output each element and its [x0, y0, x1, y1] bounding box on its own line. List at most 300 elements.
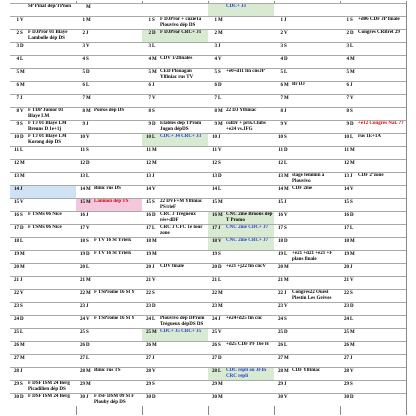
day-row[interactable] [10, 250, 76, 263]
day-row[interactable] [76, 55, 142, 68]
day-row[interactable] [142, 42, 208, 55]
day-row[interactable] [142, 107, 208, 120]
day-row[interactable] [76, 133, 142, 146]
day-row[interactable] [274, 367, 340, 380]
day-row[interactable] [142, 16, 208, 29]
day-row[interactable] [274, 172, 340, 185]
weekday-letter: D [86, 252, 90, 257]
day-number: 4 [280, 57, 283, 62]
day-row[interactable] [208, 55, 274, 68]
day-row[interactable] [76, 3, 142, 16]
day-row[interactable] [10, 237, 76, 250]
weekday-letter: D [152, 304, 156, 309]
day-row[interactable] [208, 3, 274, 16]
day-row[interactable] [142, 315, 208, 328]
day-row[interactable] [10, 393, 76, 406]
day-row[interactable] [10, 367, 76, 380]
day-row[interactable] [208, 120, 274, 133]
day-row[interactable] [208, 354, 274, 367]
weekday-letter: M [86, 382, 91, 387]
day-number: 9 [82, 122, 85, 127]
day-number: 28 [212, 369, 217, 374]
weekday-letter: L [152, 226, 156, 231]
day-row[interactable] [142, 367, 208, 380]
day-number: 27 [14, 356, 19, 361]
day-row[interactable] [340, 393, 406, 406]
day-number: 13 [212, 174, 217, 179]
day-number: 5 [280, 70, 283, 75]
day-row[interactable] [208, 94, 274, 107]
day-row[interactable] [274, 237, 340, 250]
day-row[interactable] [10, 3, 76, 16]
event-text: Binic rus DS [94, 186, 121, 191]
day-number: 14 [278, 187, 283, 192]
day-row[interactable] [274, 276, 340, 289]
weekday-letter: M [350, 70, 355, 75]
day-row[interactable] [274, 42, 340, 55]
day-row[interactable] [274, 55, 340, 68]
day-row[interactable] [340, 42, 406, 55]
day-row[interactable] [10, 185, 76, 198]
event-text: F TV 16 St Yrieix [94, 238, 132, 243]
day-row[interactable] [76, 16, 142, 29]
day-row[interactable] [142, 211, 208, 224]
day-row[interactable] [76, 276, 142, 289]
weekday-letter: V [152, 278, 156, 283]
day-row[interactable] [76, 29, 142, 42]
day-row[interactable] [340, 120, 406, 133]
day-row[interactable] [340, 367, 406, 380]
event-text: CRC J CFC 1e tour zone [160, 225, 203, 236]
weekday-letter: L [284, 161, 288, 166]
day-number: 24 [212, 317, 217, 322]
day-row[interactable] [340, 237, 406, 250]
day-row[interactable] [340, 380, 406, 393]
day-row[interactable] [10, 276, 76, 289]
day-row[interactable] [208, 263, 274, 276]
day-row[interactable] [142, 237, 208, 250]
weekday-letter: S [86, 148, 89, 153]
day-row[interactable] [208, 328, 274, 341]
day-row[interactable] [142, 276, 208, 289]
day-row[interactable] [208, 367, 274, 380]
day-row[interactable] [340, 172, 406, 185]
day-number: 24 [278, 317, 283, 322]
day-number: 16 [14, 213, 19, 218]
weekday-letter: M [86, 187, 91, 192]
day-row[interactable] [76, 341, 142, 354]
day-number: 13 [278, 174, 283, 179]
day-row[interactable] [10, 55, 76, 68]
day-row[interactable] [208, 341, 274, 354]
day-row[interactable] [274, 120, 340, 133]
day-row[interactable] [274, 263, 340, 276]
day-number: 13 [146, 174, 151, 179]
day-row[interactable] [208, 107, 274, 120]
day-number: 29 [278, 382, 283, 387]
day-row[interactable] [10, 94, 76, 107]
day-row[interactable] [142, 198, 208, 211]
day-row[interactable] [142, 185, 208, 198]
day-number: 30 [278, 395, 283, 400]
day-number: 14 [344, 187, 349, 192]
day-row[interactable] [208, 16, 274, 29]
day-row[interactable] [142, 3, 208, 16]
weekday-letter: M [152, 252, 157, 257]
weekday-letter: M [20, 70, 25, 75]
weekday-letter: J [284, 200, 287, 205]
day-row[interactable] [340, 289, 406, 302]
day-row[interactable] [142, 172, 208, 185]
weekday-letter: S [86, 330, 89, 335]
day-row[interactable] [10, 29, 76, 42]
day-row[interactable] [274, 224, 340, 237]
day-row[interactable] [274, 68, 340, 81]
day-row[interactable] [142, 146, 208, 159]
day-number: 22 [212, 291, 217, 296]
day-number: 25 [14, 330, 19, 335]
day-row[interactable] [76, 380, 142, 393]
day-row[interactable] [340, 341, 406, 354]
day-row[interactable] [76, 94, 142, 107]
day-number: 23 [14, 304, 19, 309]
day-number: 3 [82, 44, 85, 49]
day-row[interactable] [340, 159, 406, 172]
day-row[interactable] [10, 341, 76, 354]
weekday-letter: J [350, 265, 353, 270]
day-row[interactable] [274, 328, 340, 341]
day-row[interactable] [208, 133, 274, 146]
day-row[interactable] [142, 29, 208, 42]
day-row[interactable] [76, 224, 142, 237]
weekday-letter: S [152, 200, 155, 205]
day-row[interactable] [142, 341, 208, 354]
day-row[interactable] [142, 328, 208, 341]
month-column-5 [274, 1, 341, 415]
weekday-letter: M [218, 395, 223, 400]
weekday-letter: M [218, 213, 223, 218]
day-row[interactable] [208, 42, 274, 55]
day-number: 9 [346, 122, 349, 127]
day-row[interactable] [208, 81, 274, 94]
weekday-letter: S [284, 135, 287, 140]
day-number: 10 [278, 135, 283, 140]
day-number: 16 [344, 213, 349, 218]
day-row[interactable] [340, 224, 406, 237]
day-number: 24 [14, 317, 19, 322]
day-row[interactable] [76, 237, 142, 250]
event-text: +d25 CDF PF 16e H [226, 342, 269, 347]
weekday-letter: V [284, 213, 288, 218]
day-number: 27 [212, 356, 217, 361]
day-row[interactable] [208, 250, 274, 263]
day-number: 13 [344, 174, 349, 179]
day-row[interactable] [274, 3, 340, 16]
day-row[interactable] [208, 393, 274, 406]
day-row[interactable] [340, 276, 406, 289]
weekday-letter: M [218, 304, 223, 309]
day-row[interactable] [10, 42, 76, 55]
day-row[interactable] [142, 380, 208, 393]
event-text: F TDP Junior 01 Blaye LM [28, 108, 64, 119]
day-number: 10 [212, 135, 217, 140]
day-row[interactable] [142, 94, 208, 107]
day-number: 26 [80, 343, 85, 348]
day-row[interactable] [142, 289, 208, 302]
day-number: 11 [212, 148, 217, 153]
day-row[interactable] [76, 289, 142, 302]
day-number: 11 [14, 148, 19, 153]
event-text: CDC+ J3 [226, 4, 246, 9]
day-number: 30 [344, 395, 349, 400]
weekday-letter: V [86, 226, 90, 231]
day-number: 24 [80, 317, 85, 322]
day-row[interactable] [10, 224, 76, 237]
day-row[interactable] [142, 354, 208, 367]
day-row[interactable] [208, 276, 274, 289]
day-row[interactable] [340, 55, 406, 68]
day-row[interactable] [10, 198, 76, 211]
day-number: 20 [146, 265, 151, 270]
day-row[interactable] [340, 81, 406, 94]
day-row[interactable] [76, 367, 142, 380]
day-row[interactable] [76, 68, 142, 81]
day-row[interactable] [208, 211, 274, 224]
day-row[interactable] [274, 198, 340, 211]
day-row[interactable] [208, 159, 274, 172]
day-row[interactable] [10, 146, 76, 159]
day-row[interactable] [142, 302, 208, 315]
day-row[interactable] [274, 393, 340, 406]
day-row[interactable] [10, 211, 76, 224]
weekday-letter: M [284, 96, 289, 101]
weekday-letter: J [218, 44, 221, 49]
day-row[interactable] [10, 289, 76, 302]
day-number: 29 [146, 382, 151, 387]
day-row[interactable] [76, 42, 142, 55]
weekday-letter: J [284, 291, 287, 296]
day-row[interactable] [76, 393, 142, 406]
day-row[interactable] [340, 146, 406, 159]
day-row[interactable] [340, 94, 406, 107]
day-row[interactable] [340, 315, 406, 328]
weekday-letter: D [350, 395, 354, 400]
day-row[interactable] [340, 302, 406, 315]
day-row[interactable] [10, 263, 76, 276]
day-row[interactable] [340, 185, 406, 198]
weekday-letter: L [284, 252, 288, 257]
weekday-letter: D [350, 31, 354, 36]
day-row[interactable] [274, 250, 340, 263]
day-row[interactable] [10, 107, 76, 120]
day-row[interactable] [340, 198, 406, 211]
day-row[interactable] [274, 133, 340, 146]
day-row[interactable] [142, 133, 208, 146]
day-number: 22 [278, 291, 283, 296]
day-row[interactable] [340, 211, 406, 224]
day-row[interactable] [274, 29, 340, 42]
weekday-letter: V [350, 187, 354, 192]
day-row[interactable] [340, 16, 406, 29]
day-row[interactable] [10, 120, 76, 133]
day-row[interactable] [340, 107, 406, 120]
event-text: CDV 1/2finales [160, 56, 193, 61]
day-row[interactable] [208, 302, 274, 315]
day-row[interactable] [208, 198, 274, 211]
day-row[interactable] [76, 146, 142, 159]
day-row[interactable] [76, 302, 142, 315]
day-row[interactable] [274, 302, 340, 315]
day-row[interactable] [10, 172, 76, 185]
day-row[interactable] [208, 237, 274, 250]
weekday-letter: D [218, 83, 222, 88]
day-number: 24 [344, 317, 349, 322]
day-row[interactable] [142, 55, 208, 68]
day-row[interactable] [76, 159, 142, 172]
day-row[interactable] [76, 263, 142, 276]
day-row[interactable] [340, 263, 406, 276]
day-row[interactable] [142, 263, 208, 276]
day-number: 8 [280, 109, 283, 114]
day-row[interactable] [10, 315, 76, 328]
day-row[interactable] [10, 328, 76, 341]
day-row[interactable] [76, 172, 142, 185]
weekday-letter: M [20, 83, 25, 88]
day-row[interactable] [76, 315, 142, 328]
day-row[interactable] [142, 393, 208, 406]
day-row[interactable] [76, 107, 142, 120]
day-row[interactable] [340, 29, 406, 42]
event-text: Etables dép TProm Jugon dépDS [160, 121, 202, 132]
day-row[interactable] [142, 250, 208, 263]
day-row[interactable] [274, 107, 340, 120]
day-number: 28 [146, 369, 151, 374]
day-row[interactable] [208, 29, 274, 42]
day-row[interactable] [10, 16, 76, 29]
day-row[interactable] [340, 3, 406, 16]
event-text: F TSMs 06 Nice [28, 212, 62, 217]
day-row[interactable] [340, 250, 406, 263]
day-row[interactable] [76, 198, 142, 211]
day-row[interactable] [10, 133, 76, 146]
day-number: 20 [80, 265, 85, 270]
day-number: 1 [82, 18, 85, 23]
day-row[interactable] [142, 81, 208, 94]
day-row[interactable] [274, 146, 340, 159]
day-row[interactable] [274, 16, 340, 29]
weekday-letter: D [218, 174, 222, 179]
day-number: 7 [280, 96, 283, 101]
event-text: +e21 +j22 fin cncV [226, 264, 266, 269]
day-row[interactable] [340, 133, 406, 146]
day-number: 16 [278, 213, 283, 218]
day-row[interactable] [208, 224, 274, 237]
day-row[interactable] [142, 120, 208, 133]
day-number: 29 [14, 382, 19, 387]
day-row[interactable] [208, 68, 274, 81]
day-row[interactable] [76, 250, 142, 263]
day-row[interactable] [274, 380, 340, 393]
weekday-letter: M [20, 161, 25, 166]
day-number: 6 [280, 83, 283, 88]
day-number: 23 [344, 304, 349, 309]
day-number: 12 [278, 161, 283, 166]
day-row[interactable] [208, 146, 274, 159]
day-row[interactable] [208, 289, 274, 302]
day-row[interactable] [142, 159, 208, 172]
day-row[interactable] [208, 185, 274, 198]
day-row[interactable] [76, 328, 142, 341]
weekday-letter: L [152, 317, 156, 322]
event-text: CDF 2me [292, 186, 313, 191]
day-row[interactable] [76, 185, 142, 198]
weekday-letter: J [218, 317, 221, 322]
day-number: 7 [346, 96, 349, 101]
weekday-letter: L [152, 135, 156, 140]
day-row[interactable] [340, 354, 406, 367]
day-number: 18 [80, 239, 85, 244]
day-row[interactable] [274, 94, 340, 107]
day-row[interactable] [274, 341, 340, 354]
weekday-letter: S [350, 382, 353, 387]
weekday-letter: L [86, 356, 90, 361]
day-number: 16 [146, 213, 151, 218]
event-text: +e0+d11 fin cnsJP [226, 69, 265, 74]
day-row[interactable] [274, 354, 340, 367]
day-row[interactable] [274, 315, 340, 328]
weekday-letter: M [350, 252, 355, 257]
day-row[interactable] [76, 211, 142, 224]
day-number: 1 [280, 18, 283, 23]
day-row[interactable] [76, 354, 142, 367]
day-row[interactable] [274, 81, 340, 94]
day-row[interactable] [208, 315, 274, 328]
day-row[interactable] [274, 185, 340, 198]
day-row[interactable] [208, 172, 274, 185]
day-row[interactable] [10, 81, 76, 94]
day-row[interactable] [76, 81, 142, 94]
day-row[interactable] [142, 68, 208, 81]
day-number: 20 [344, 265, 349, 270]
day-row[interactable] [76, 120, 142, 133]
weekday-letter: D [152, 31, 156, 36]
weekday-letter: M [86, 18, 91, 23]
day-row[interactable] [340, 328, 406, 341]
day-number: 11 [80, 148, 85, 153]
event-text: +e21 +d21 +e21 +F plans finale [292, 251, 333, 262]
weekday-letter: V [284, 395, 288, 400]
day-row[interactable] [208, 380, 274, 393]
day-row[interactable] [10, 159, 76, 172]
day-number: 13 [14, 174, 19, 179]
day-row[interactable] [10, 354, 76, 367]
day-number: 17 [80, 226, 85, 231]
weekday-letter: S [86, 57, 89, 62]
day-row[interactable] [142, 224, 208, 237]
day-row[interactable] [10, 302, 76, 315]
day-row[interactable] [274, 211, 340, 224]
day-row[interactable] [340, 68, 406, 81]
day-row[interactable] [274, 289, 340, 302]
weekday-letter: S [20, 304, 23, 309]
weekday-letter: J [350, 174, 353, 179]
weekday-letter: S [152, 291, 155, 296]
day-row[interactable] [274, 159, 340, 172]
day-row[interactable] [10, 380, 76, 393]
weekday-letter: M [20, 356, 25, 361]
day-row[interactable] [10, 68, 76, 81]
day-number: 2 [148, 31, 151, 36]
